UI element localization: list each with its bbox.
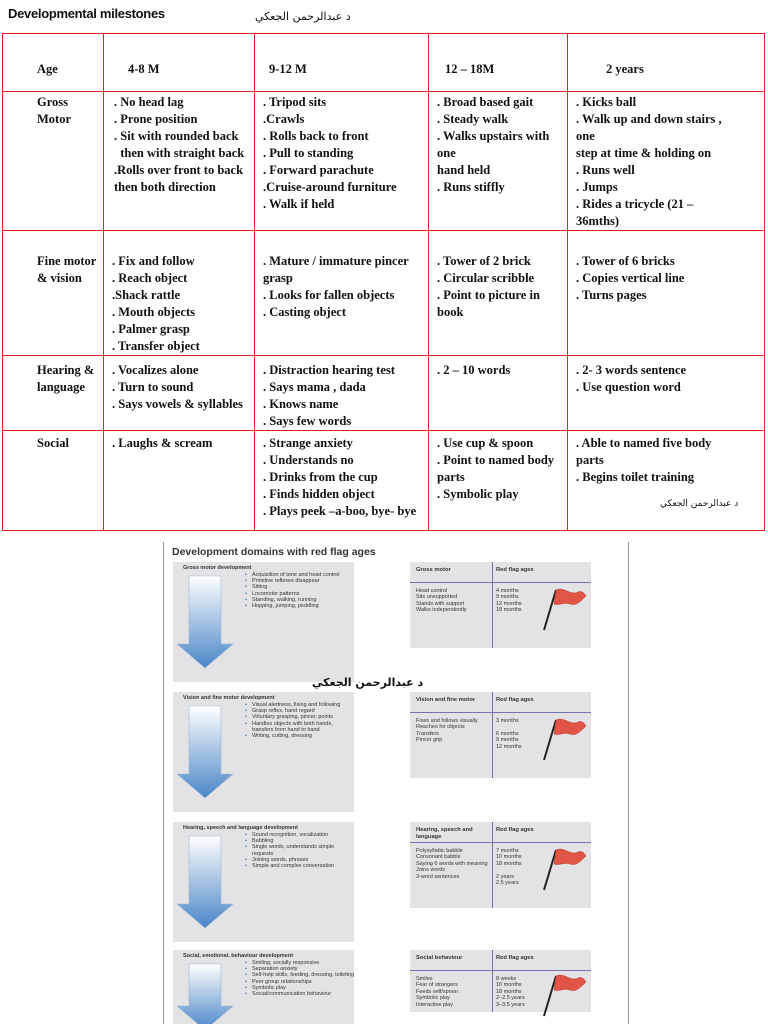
domain-bullet: • Simple and complex conversation xyxy=(245,863,355,869)
domain-bullet: • Handles objects with both hands, transfers from hand to hand xyxy=(245,721,355,733)
milestone-item: . Strange anxiety xyxy=(263,436,353,450)
milestone-item: parts xyxy=(576,453,604,467)
table-row-social xyxy=(3,431,765,531)
header-4-8m: 4-8 M xyxy=(104,34,255,92)
red-flag-age: 18 months xyxy=(496,988,522,995)
red-flag-age: 10 months xyxy=(496,854,522,861)
milestone-item: . Drinks from the cup xyxy=(263,470,378,484)
milestone-item: . Symbolic play xyxy=(437,487,519,501)
red-flag-item: Sits unsupported xyxy=(416,594,458,601)
red-flag-ages xyxy=(496,848,522,886)
domain-title: Vision and fine motor development xyxy=(183,695,275,701)
milestone-item: book xyxy=(437,305,464,319)
milestone-item: . Forward parachute xyxy=(263,163,374,177)
red-flag-age: 12 months xyxy=(496,743,522,750)
milestone-item: . Tower of 6 bricks xyxy=(576,254,675,268)
red-flag-header: Red flag ages xyxy=(496,827,534,833)
milestone-item: . Knows name xyxy=(263,397,339,411)
down-arrow-icon xyxy=(177,958,235,1024)
red-flag-item: Head control xyxy=(416,588,448,594)
domain-bullet: • Visual alertness, fixing and following xyxy=(245,702,355,708)
red-flag-items xyxy=(416,976,490,1008)
red-flag-domain: Vision and fine motor xyxy=(416,697,476,703)
table-cell xyxy=(104,92,255,231)
red-flag-age: 2 years xyxy=(496,873,515,880)
header-9-12m: 9-12 M xyxy=(255,34,429,92)
table-cell xyxy=(104,431,255,531)
red-flag-age: 12 months xyxy=(496,600,522,607)
domain-bullet: • Peer group relationships xyxy=(245,979,355,985)
milestone-item: . Rides a tricycle (21 – xyxy=(576,197,694,211)
milestone-item: . Point to picture in xyxy=(437,288,540,302)
row-label xyxy=(3,231,104,356)
table-row-hearing xyxy=(3,356,765,431)
milestone-item: . Able to named five body xyxy=(576,436,712,450)
red-flag-icon xyxy=(540,584,588,632)
domain-title: Gross motor development xyxy=(183,565,252,571)
milestone-item: . Fix and follow xyxy=(112,254,195,268)
red-flag-header: Red flag ages xyxy=(496,955,534,961)
row-label xyxy=(3,356,104,431)
row-label-line: Hearing & xyxy=(37,363,95,377)
milestone-item: . Circular scribble xyxy=(437,271,535,285)
table-row-gross-motor xyxy=(3,92,765,231)
milestone-item: . Transfer object xyxy=(112,339,200,353)
red-flag-icon xyxy=(540,844,588,892)
domain-bullet: • Symbolic play xyxy=(245,985,355,991)
red-flag-panel xyxy=(410,562,591,648)
row-label-line: & vision xyxy=(37,271,82,285)
page-title: Developmental milestones xyxy=(8,6,165,21)
red-flag-item: Fixes and follows visually xyxy=(416,718,478,724)
table-cell xyxy=(429,92,568,231)
author-name-table: د عبدالرحمن الجعكي xyxy=(660,499,739,509)
red-flag-item: Polysyllabic babble xyxy=(416,848,463,854)
milestone-item: . Tripod sits xyxy=(263,95,327,109)
panel-divider xyxy=(492,692,493,778)
domain-bullet: • Babbling xyxy=(245,838,355,844)
panel-divider xyxy=(410,582,591,583)
milestone-item: . 2- 3 words sentence xyxy=(576,363,687,377)
table-cell xyxy=(429,356,568,431)
red-flag-domain: Gross motor xyxy=(416,567,451,573)
red-flag-age: 7 months xyxy=(496,848,519,854)
red-flag-item: Joins words xyxy=(416,867,446,874)
domain-bullet: • Sound recognition, vocalization xyxy=(245,832,355,838)
milestone-item: . Says few words xyxy=(263,414,352,428)
milestone-item: . Walk if held xyxy=(263,197,335,211)
panel-divider xyxy=(492,822,493,908)
panel-divider xyxy=(492,950,493,1012)
red-flag-item: Symbolic play xyxy=(416,995,450,1002)
row-label-line: Social xyxy=(37,436,69,450)
red-flag-header: Red flag ages xyxy=(496,697,534,703)
milestones-table xyxy=(2,33,765,531)
red-flag-ages xyxy=(496,976,525,1008)
red-flag-item: Feeds self/spoon xyxy=(416,988,458,995)
red-flag-age: 9 months xyxy=(496,737,519,744)
domain-bullets xyxy=(245,702,355,739)
red-flag-age: 8 weeks xyxy=(496,976,517,982)
red-flag-age: 10 months xyxy=(496,982,522,989)
milestone-item: . Use cup & spoon xyxy=(437,436,534,450)
table-cell xyxy=(429,231,568,356)
red-flag-icon xyxy=(540,970,588,1018)
milestone-item: . No head lag xyxy=(114,95,184,109)
table-cell xyxy=(104,231,255,356)
milestone-item: . Begins toilet training xyxy=(576,470,695,484)
table-header-row xyxy=(3,34,765,92)
milestone-item: . Pull to standing xyxy=(263,146,354,160)
figure-title: Development domains with red flag ages xyxy=(172,546,376,558)
milestone-item: . Looks for fallen objects xyxy=(263,288,395,302)
milestone-item: . Says mama , dada xyxy=(263,380,366,394)
milestone-item: . Copies vertical line xyxy=(576,271,685,285)
table-cell xyxy=(104,356,255,431)
domain-panel xyxy=(173,950,354,1024)
milestone-item: . Vocalizes alone xyxy=(112,363,199,377)
milestone-item: .Crawls xyxy=(263,112,305,126)
red-flag-age: 18 months xyxy=(496,607,522,614)
table-cell xyxy=(255,92,429,231)
red-flag-icon xyxy=(540,714,588,762)
table-cell xyxy=(255,356,429,431)
red-flag-items xyxy=(416,848,490,880)
table-cell xyxy=(568,92,765,231)
milestone-item: . Distraction hearing test xyxy=(263,363,395,377)
red-flag-age: 9 months xyxy=(496,594,519,601)
row-label xyxy=(3,431,104,531)
domain-bullets xyxy=(245,572,355,609)
domain-bullet: • Grasp reflex, hand regard xyxy=(245,708,355,714)
red-flag-item: Consonant babble xyxy=(416,854,461,861)
domain-title: Social, emotional, behaviour development xyxy=(183,953,294,959)
header-2-years: 2 years xyxy=(568,34,765,92)
domain-bullets xyxy=(245,960,355,997)
domain-panel xyxy=(173,562,354,682)
red-flag-header: Red flag ages xyxy=(496,567,534,573)
down-arrow-icon xyxy=(177,700,235,804)
domain-bullet: • Smiling, socially responsive xyxy=(245,960,355,966)
red-flag-item: Reaches for objects xyxy=(416,724,465,731)
author-name-figure: د عبدالرحمن الجعكي xyxy=(312,676,424,689)
milestone-item: . Runs stiffly xyxy=(437,180,505,194)
domain-bullet: • Self-help skills, feeding, dressing, toileting xyxy=(245,972,355,978)
red-flag-panel xyxy=(410,822,591,908)
milestone-item: . Finds hidden object xyxy=(263,487,375,501)
red-flag-ages xyxy=(496,588,522,614)
red-flag-item: Pincer grip xyxy=(416,737,443,744)
milestone-item: . Understands no xyxy=(263,453,354,467)
domain-bullet: • Locomotor patterns xyxy=(245,591,355,597)
milestone-item: . Plays peek –a-boo, bye- bye xyxy=(263,504,417,518)
red-flag-panel xyxy=(410,692,591,778)
milestone-item: . Broad based gait xyxy=(437,95,534,109)
red-flag-item: Stands with support xyxy=(416,600,465,607)
milestone-item: step at time & holding on xyxy=(576,146,712,160)
red-flag-domain: Hearing, speech and language xyxy=(416,827,473,840)
milestone-item: then both direction xyxy=(114,180,216,194)
table-cell xyxy=(255,431,429,531)
down-arrow-icon xyxy=(177,570,235,674)
domain-bullet: • Writing, cutting, dressing xyxy=(245,733,355,739)
domain-bullets xyxy=(245,832,355,869)
red-flag-panel xyxy=(410,950,591,1012)
domain-title: Hearing, speech and language development xyxy=(183,825,298,831)
red-flag-age: 4 months xyxy=(496,588,519,594)
table-cell xyxy=(568,231,765,356)
red-flag-ages xyxy=(496,718,522,750)
milestone-item: . Turn to sound xyxy=(112,380,194,394)
red-flag-item: Transfers xyxy=(416,730,440,737)
table-cell xyxy=(255,231,429,356)
milestone-item: . Tower of 2 brick xyxy=(437,254,531,268)
row-label-line: Fine motor xyxy=(37,254,97,268)
milestone-item: one xyxy=(576,129,595,143)
milestone-item: then with straight back xyxy=(114,146,245,160)
domain-bullet: • Social/communication behaviour xyxy=(245,991,355,997)
author-name-top: د عبدالرحمن الجعكي xyxy=(255,10,351,23)
domain-bullet: • Standing, walking, running xyxy=(245,597,355,603)
domain-panel xyxy=(173,822,354,942)
table-cell xyxy=(429,431,568,531)
milestone-item: . Says vowels & syllables xyxy=(112,397,243,411)
header-age: Age xyxy=(3,34,104,92)
panel-divider xyxy=(492,562,493,648)
milestone-item: . Laughs & scream xyxy=(112,436,213,450)
red-flag-age: 18 months xyxy=(496,860,522,867)
milestone-item: 36mths) xyxy=(576,214,620,228)
milestone-item: . Mouth objects xyxy=(112,305,195,319)
domain-bullet: • Primitive reflexes disappear xyxy=(245,578,355,584)
red-flag-item: 3-word sentences xyxy=(416,873,460,880)
domain-bullet: • Sitting xyxy=(245,584,355,590)
milestone-item: one xyxy=(437,146,456,160)
panel-divider xyxy=(410,712,591,713)
red-flag-item: Walks independently xyxy=(416,607,467,614)
red-flag-item: Interactive play xyxy=(416,1001,453,1008)
table-row-fine-motor xyxy=(3,231,765,356)
milestone-item: . Mature / immature pincer xyxy=(263,254,409,268)
red-flag-items xyxy=(416,718,490,744)
milestone-item: . Sit with rounded back xyxy=(114,129,239,143)
red-flag-age: 2.5 years xyxy=(496,880,519,887)
milestone-item: .Shack rattle xyxy=(112,288,181,302)
milestone-item: .Rolls over front to back xyxy=(114,163,244,177)
table-cell xyxy=(568,356,765,431)
milestone-item: . Reach object xyxy=(112,271,188,285)
domain-bullet: • Voluntary grasping, pincer, points xyxy=(245,714,355,720)
milestone-item: . Point to named body xyxy=(437,453,555,467)
red-flag-age: 6 months xyxy=(496,730,519,737)
red-flag-item: Saying 6 words with meaning xyxy=(416,860,488,867)
milestone-item: . Walks upstairs with xyxy=(437,129,550,143)
red-flag-item: Smiles xyxy=(416,976,433,982)
milestone-item: . Use question word xyxy=(576,380,681,394)
milestone-item: . Walk up and down stairs , xyxy=(576,112,722,126)
header-12-18m: 12 – 18M xyxy=(429,34,568,92)
red-flag-age: 2–2.5 years xyxy=(496,995,525,1002)
milestone-item: . Casting object xyxy=(263,305,346,319)
red-flag-items xyxy=(416,588,490,614)
row-label xyxy=(3,92,104,231)
milestone-item: . 2 – 10 words xyxy=(437,363,511,377)
red-flag-age: 3 months xyxy=(496,718,519,724)
domain-panel xyxy=(173,692,354,812)
panel-divider xyxy=(410,842,591,843)
red-flag-domain: Social behaviour xyxy=(416,955,463,961)
domain-bullet: • Hopping, jumping, peddling xyxy=(245,603,355,609)
milestone-item: . Runs well xyxy=(576,163,635,177)
milestone-item: hand held xyxy=(437,163,491,177)
domain-bullet: • Separation anxiety xyxy=(245,966,355,972)
domain-bullet: • Joining words, phrases xyxy=(245,857,355,863)
milestone-item: . Steady walk xyxy=(437,112,509,126)
milestone-item: . Prone position xyxy=(114,112,198,126)
down-arrow-icon xyxy=(177,830,235,934)
milestone-item: . Kicks ball xyxy=(576,95,637,109)
milestone-item: . Rolls back to front xyxy=(263,129,369,143)
red-flag-item: Fear of strangers xyxy=(416,982,458,989)
row-label-line: Motor xyxy=(37,112,72,126)
row-label-line: language xyxy=(37,380,85,394)
domain-bullet: • Single words, understands simple requests xyxy=(245,844,355,856)
milestone-item: . Turns pages xyxy=(576,288,647,302)
milestone-item: .Cruise-around furniture xyxy=(263,180,397,194)
milestone-item: grasp xyxy=(263,271,293,285)
milestone-item: . Jumps xyxy=(576,180,618,194)
domain-bullet: • Acquisition of tone and head control xyxy=(245,572,341,578)
table-cell xyxy=(568,431,765,531)
milestone-item: parts xyxy=(437,470,465,484)
milestone-item: . Palmer grasp xyxy=(112,322,190,336)
red-flag-figure xyxy=(163,542,629,1024)
row-label-line: Gross xyxy=(37,95,69,109)
red-flag-age: 3–3.5 years xyxy=(496,1001,525,1008)
